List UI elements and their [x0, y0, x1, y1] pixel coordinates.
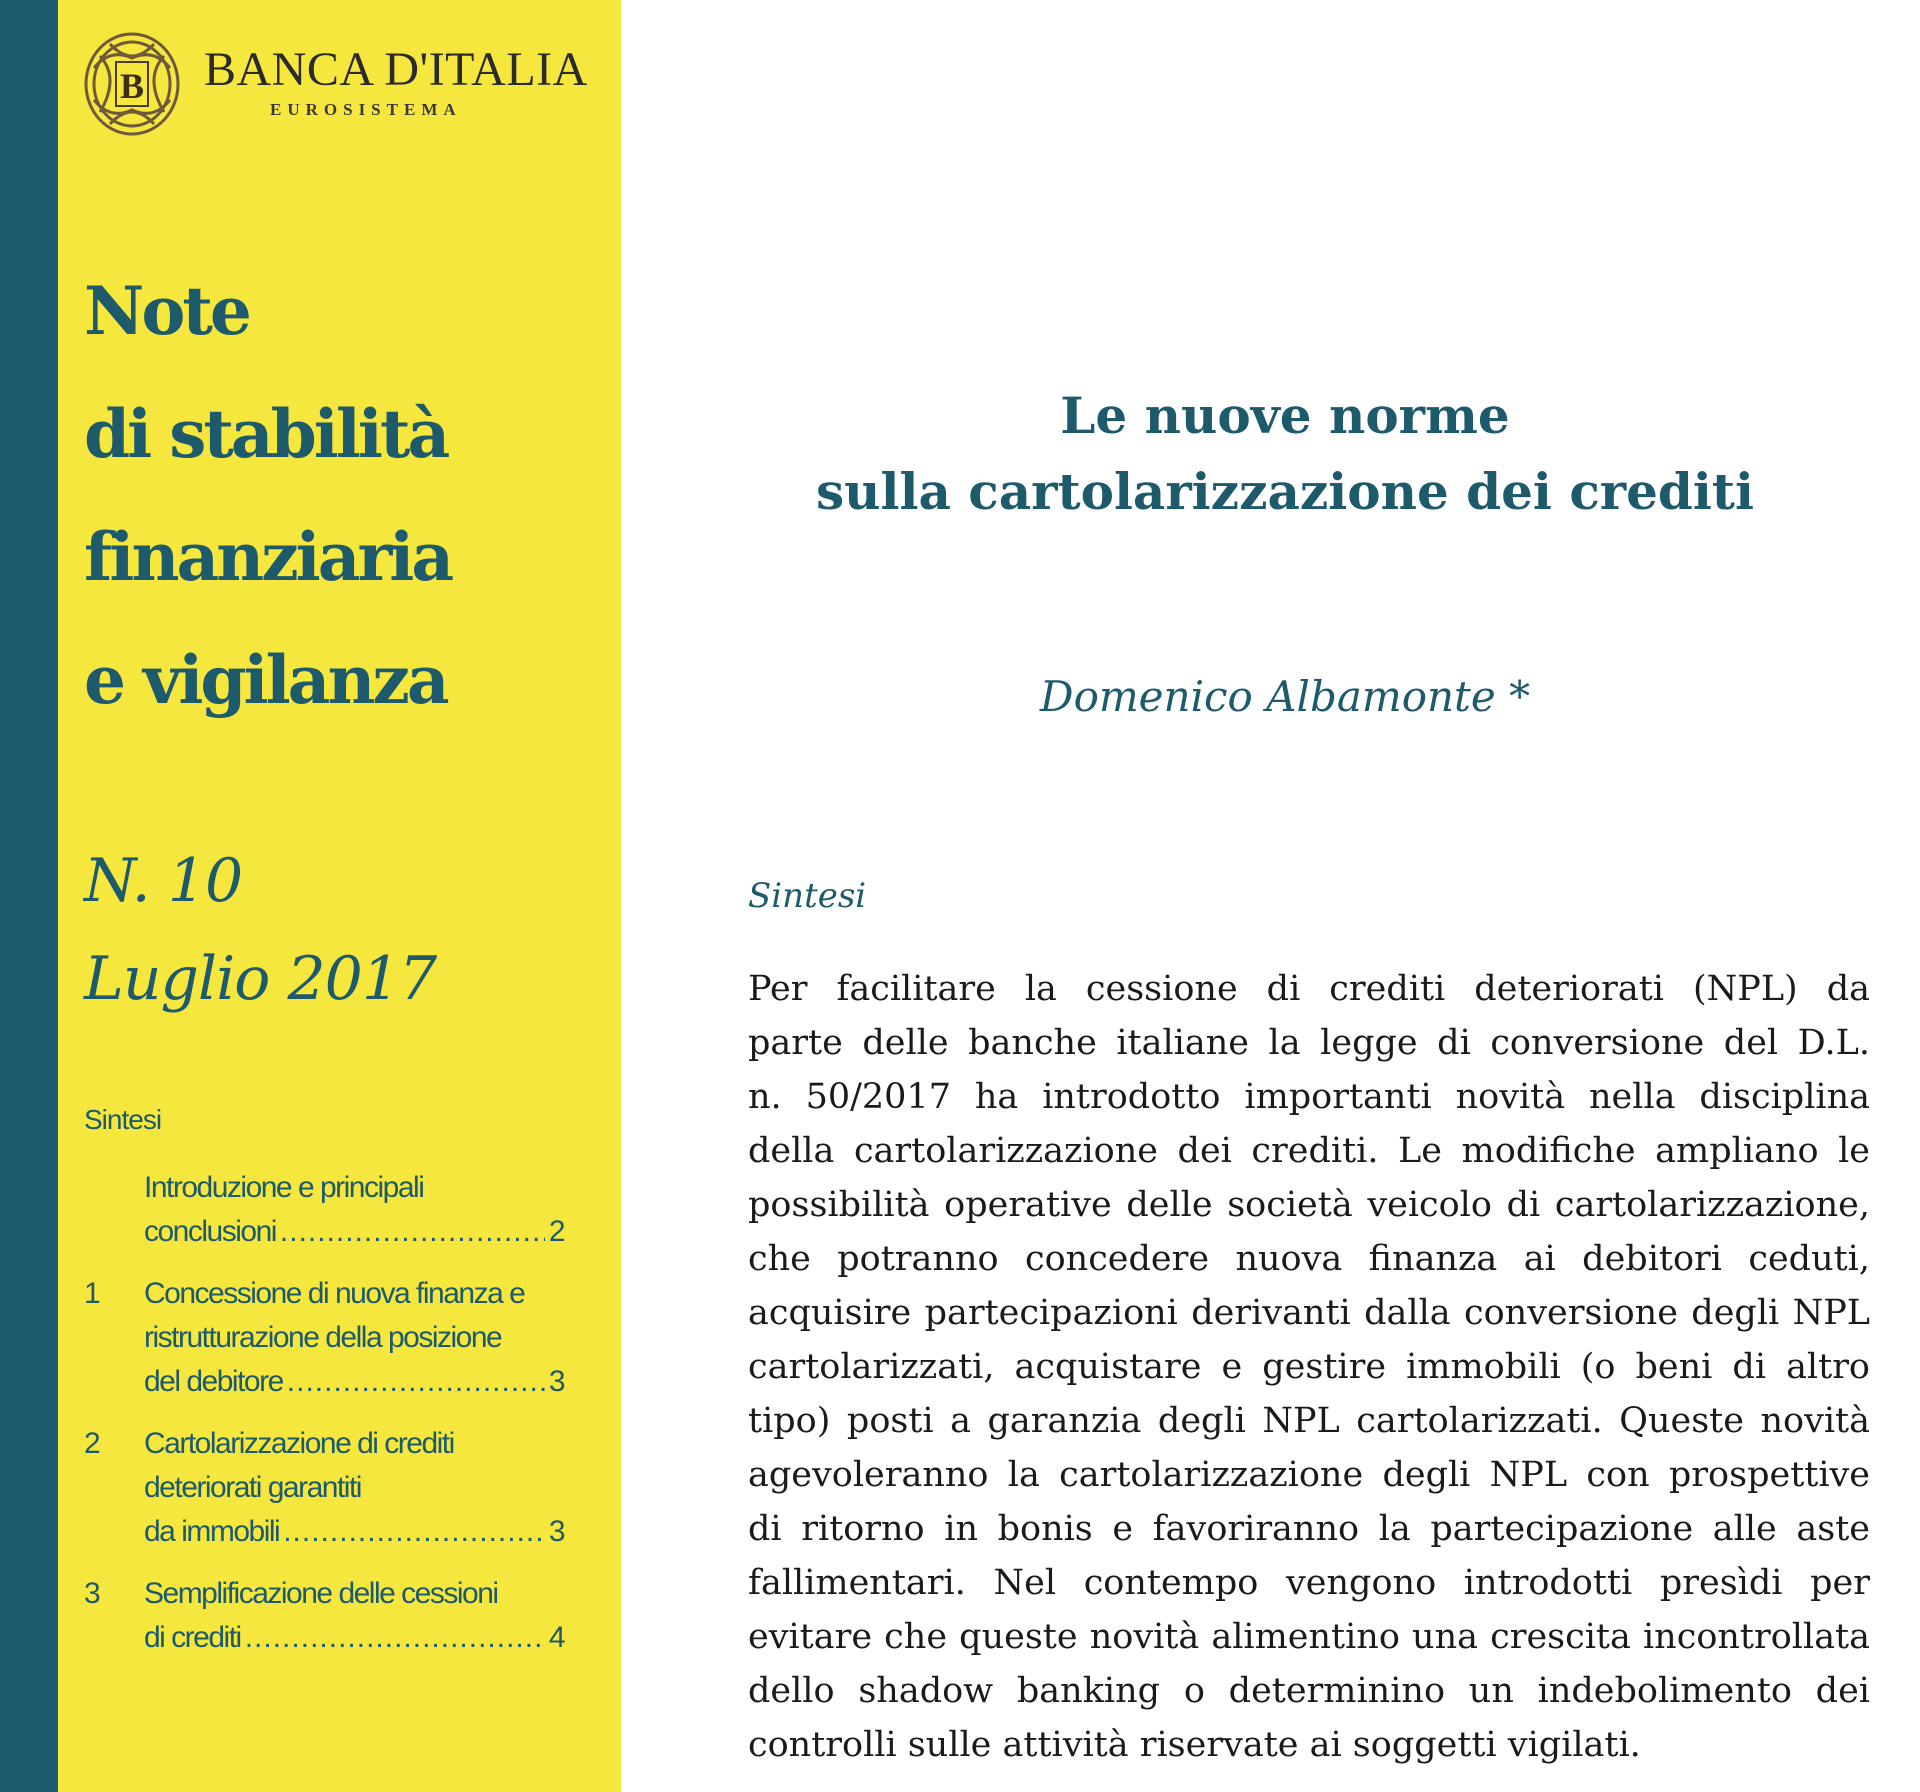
toc-item-line: Introduzione e principali: [144, 1171, 424, 1204]
abstract-heading: Sintesi: [748, 876, 867, 916]
toc-item-page: 3: [548, 1365, 564, 1398]
toc-item-page: 4: [548, 1621, 564, 1654]
abstract-line: controlli sulle attività riservate ai soggetti vigilati.: [748, 1725, 1641, 1765]
article-title: [650, 378, 1920, 530]
toc-item[interactable]: [84, 1166, 564, 1254]
article-title-line: Le nuove norme: [1060, 386, 1510, 445]
abstract-line: Per facilitare la cessione di crediti deteriorati (NPL) da: [748, 969, 1870, 1009]
toc-item-line: ristrutturazione della posizione: [144, 1321, 502, 1354]
toc-heading[interactable]: Sintesi: [84, 1104, 162, 1135]
abstract-line: possibilità operative delle società veicolo di cartolarizzazione,: [748, 1185, 1870, 1225]
toc-item-line: Cartolarizzazione di crediti: [144, 1427, 454, 1460]
abstract-line: agevoleranno la cartolarizzazione degli NPL con prospettive: [748, 1455, 1870, 1495]
toc-leader-dots: [245, 1616, 545, 1660]
toc-item-page: 3: [548, 1515, 564, 1548]
abstract-line: tipo) posti a garanzia degli NPL cartolarizzati. Queste novità: [748, 1401, 1870, 1441]
toc-item-page: 2: [548, 1215, 564, 1248]
toc-item-line: deteriorati garantiti: [144, 1471, 361, 1504]
abstract-line: fallimentari. Nel contempo vengono introdotti presìdi per: [748, 1563, 1870, 1603]
toc-item-line: di crediti: [144, 1621, 241, 1654]
toc-leader-dots: [280, 1210, 545, 1254]
toc-item[interactable]: [84, 1272, 564, 1404]
bank-subtitle: EUROSISTEMA: [270, 100, 462, 119]
series-title-line: Note: [84, 272, 249, 350]
toc-item-number: 1: [84, 1277, 100, 1310]
bank-seal-icon: [80, 28, 184, 140]
abstract-line: evitare che queste novità alimentino una crescita incontrollata: [748, 1617, 1870, 1657]
series-title-line: finanziaria: [84, 518, 452, 596]
toc-item-line: da immobili: [144, 1515, 280, 1548]
issue-date: Luglio 2017: [84, 944, 437, 1014]
series-title: [84, 250, 451, 742]
article-author: Domenico Albamonte *: [1039, 672, 1531, 721]
toc-item-line: conclusioni: [144, 1215, 276, 1248]
bank-name: BANCA D'ITALIA: [204, 43, 588, 96]
left-color-bar: [0, 0, 58, 1792]
abstract-line: dello shadow banking o determinino un indebolimento dei: [748, 1671, 1870, 1711]
toc-item-line: Semplificazione delle cessioni: [144, 1577, 498, 1610]
toc-item-line: Concessione di nuova finanza e: [144, 1277, 525, 1310]
toc-item[interactable]: [84, 1422, 564, 1554]
toc-leader-dots: [287, 1360, 545, 1404]
abstract-line: acquisire partecipazioni derivanti dalla conversione degli NPL: [748, 1293, 1870, 1333]
toc-item[interactable]: [84, 1572, 564, 1660]
issue-info: [84, 832, 436, 1028]
table-of-contents: [84, 1166, 564, 1678]
article-title-line: sulla cartolarizzazione dei crediti: [816, 462, 1754, 521]
series-title-line: di stabilità: [84, 395, 448, 473]
abstract-body: [748, 962, 1870, 1772]
abstract-line: che potranno concedere nuova finanza ai debitori ceduti,: [748, 1239, 1870, 1279]
bank-logo: [80, 28, 588, 148]
toc-item-number: 2: [84, 1427, 100, 1460]
toc-item-line: del debitore: [144, 1365, 283, 1398]
toc-leader-dots: [283, 1510, 545, 1554]
abstract-line: cartolarizzati, acquistare e gestire immobili (o beni di altro: [748, 1347, 1870, 1387]
issue-number: N. 10: [84, 846, 243, 916]
abstract-line: parte delle banche italiane la legge di conversione del D.L.: [748, 1023, 1870, 1063]
abstract-line: della cartolarizzazione dei crediti. Le modifiche ampliano le: [748, 1131, 1870, 1171]
toc-item-number: 3: [84, 1577, 100, 1610]
svg-text:B: B: [119, 66, 145, 106]
series-title-line: e vigilanza: [84, 641, 447, 719]
abstract-line: n. 50/2017 ha introdotto importanti novità nella disciplina: [748, 1077, 1870, 1117]
abstract-line: di ritorno in bonis e favoriranno la partecipazione alle aste: [748, 1509, 1870, 1549]
